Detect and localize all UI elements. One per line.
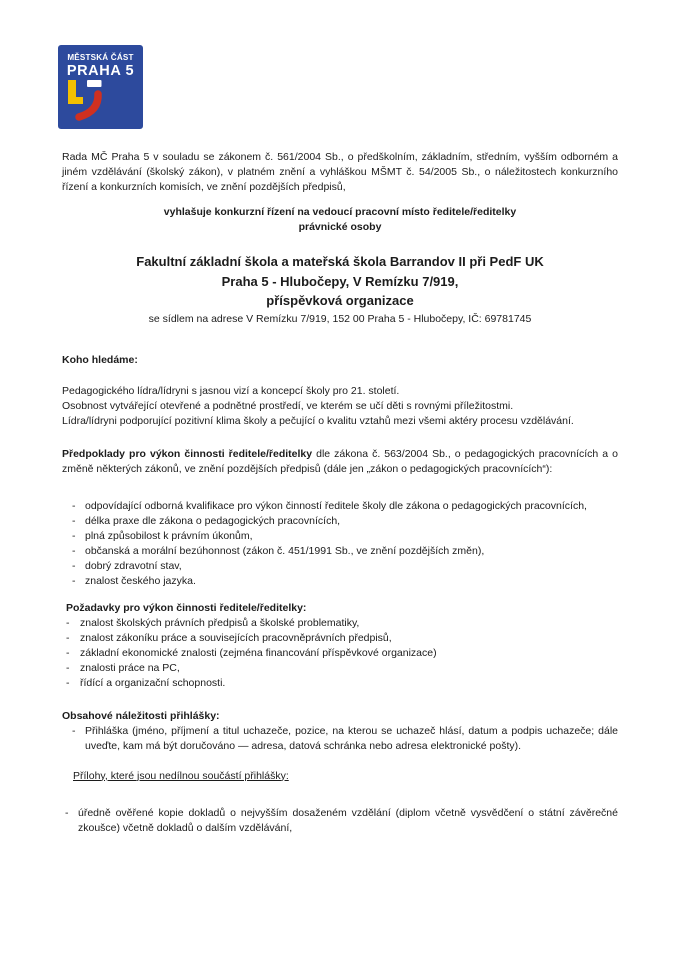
list-item-text: Přihláška (jméno, příjmení a titul uchazeče, pozice, na kterou se uchazeč hlásí, datum a podpis uchazeče; dále uveďte, kam má být doručováno — adresa, datová schránka nebo adresa elektronické pošty). [85, 724, 618, 752]
logo-white-dash-icon [87, 80, 102, 87]
prerequisites-heading-paragraph [62, 447, 618, 477]
school-title [62, 252, 618, 311]
document-content [62, 150, 618, 836]
list-item-text: občanská a morální bezúhonnost (zákon č. 451/1991 Sb., ve znění pozdějších změn), [85, 544, 485, 557]
list-item [66, 631, 618, 646]
requirements-list [62, 616, 618, 691]
list-item-text: znalost českého jazyka. [85, 574, 196, 587]
application-list [62, 724, 618, 754]
list-item [72, 559, 618, 574]
list-item [66, 661, 618, 676]
list-item [66, 676, 618, 691]
attachments-heading: Přílohy, které jsou nedílnou součástí přihlášky: [73, 769, 289, 782]
bullet-dash: - [72, 529, 76, 542]
bullet-dash: - [72, 559, 76, 572]
list-item-text: znalost školských právních předpisů a školské problematiky, [80, 616, 360, 629]
list-item [72, 529, 618, 544]
prerequisites-list [62, 499, 618, 589]
list-item [72, 724, 618, 754]
praha5-logo [58, 45, 143, 129]
list-item-text: řídící a organizační schopnosti. [80, 676, 226, 689]
bullet-dash: - [72, 544, 76, 557]
bullet-dash: - [66, 631, 70, 644]
list-item [66, 646, 618, 661]
who-we-seek-paragraph [62, 384, 618, 429]
who-we-seek-line: Lídra/lídryni podporující pozitivní klima školy a pečující o kvalitu vztahů mezi všemi aktéry procesu vzdělávání. [62, 414, 574, 427]
bullet-dash: - [72, 574, 76, 587]
bullet-dash: - [66, 646, 70, 659]
school-org-type: příspěvková organizace [266, 293, 414, 308]
bullet-dash: - [72, 499, 76, 512]
announcement-line2: právnické osoby [298, 221, 382, 233]
list-item [72, 574, 618, 589]
school-address: se sídlem na adrese V Remízku 7/919, 152 00 Praha 5 - Hlubočepy, IČ: 69781745 [148, 312, 532, 325]
list-item-text: dobrý zdravotní stav, [85, 559, 182, 572]
bullet-dash: - [65, 806, 69, 819]
list-item [72, 499, 618, 514]
logo-text-praha5: PRAHA 5 [66, 63, 135, 79]
list-item-text: odpovídající odborná kvalifikace pro výkon činností ředitele školy dle zákona o pedagogických pracovnících, [85, 499, 587, 512]
intro-paragraph: Rada MČ Praha 5 v souladu se zákonem č. 561/2004 Sb., o předškolním, základním, středním, vyšším odborném a jiném vzdělávání (školský zákon), v platném znění a vyhláškou MŠMT č. 54/2005 Sb., o náležitostech konkurzního řízení a konkurzních komisích, ve znění pozdějších předpisů, [62, 151, 618, 193]
list-item-text: znalost zákoníku práce a souvisejících pracovněprávních předpisů, [80, 631, 392, 644]
who-we-seek-line: Pedagogického lídra/lídryni s jasnou vizí a koncepcí školy pro 21. století. [62, 384, 400, 397]
list-item-text: plná způsobilost k právním úkonům, [85, 529, 253, 542]
prerequisites-heading-rest: dle zákona č. 563/2004 Sb., o pedagogických pracovnících a o změně některých zákonů, ve znění pozdějších předpisů (dále jen „zákon o pedagogických pracovnících“): [62, 447, 618, 475]
who-we-seek-line: Osobnost vytvářející otevřené a podnětné prostředí, ve kterém se učí děti s rovnými příležitostmi. [62, 399, 514, 412]
announcement [62, 205, 618, 235]
school-location: Praha 5 - Hlubočepy, V Remízku 7/919, [221, 273, 459, 289]
list-item [72, 544, 618, 559]
list-item [65, 806, 618, 836]
bullet-dash: - [72, 724, 76, 737]
bullet-dash: - [66, 676, 70, 689]
list-item [66, 616, 618, 631]
logo-text-mestska-cast: MĚSTSKÁ ČÁST [67, 53, 134, 62]
bullet-dash: - [72, 514, 76, 527]
school-name: Fakultní základní škola a mateřská škola Barrandov II při PedF UK [136, 254, 544, 269]
list-item-text: délka praxe dle zákona o pedagogických pracovnících, [85, 514, 341, 527]
announcement-line1: vyhlašuje konkurzní řízení na vedoucí pracovní místo ředitele/ředitelky [163, 206, 517, 218]
prerequisites-heading-bold: Předpoklady pro výkon činnosti ředitele/ředitelky [62, 447, 313, 460]
bullet-dash: - [66, 616, 70, 629]
bullet-dash: - [66, 661, 70, 674]
list-item-text: základní ekonomické znalosti (zejména financování příspěvkové organizace) [80, 646, 437, 659]
attachments-list [62, 806, 618, 836]
list-item-text: znalosti práce na PC, [80, 661, 180, 674]
section-heading-pozadavky: Požadavky pro výkon činnosti ředitele/ředitelky: [66, 601, 307, 614]
section-heading-obsahove: Obsahové náležitosti přihlášky: [62, 709, 220, 722]
list-item-text: úředně ověřené kopie dokladů o nejvyšším dosaženém vzdělání (diplom včetně vysvědčení o státní závěrečné zkoušce) včetně dokladů o dalším vzdělávání, [78, 806, 618, 834]
section-heading-koho-hledame: Koho hledáme: [62, 353, 138, 366]
list-item [72, 514, 618, 529]
